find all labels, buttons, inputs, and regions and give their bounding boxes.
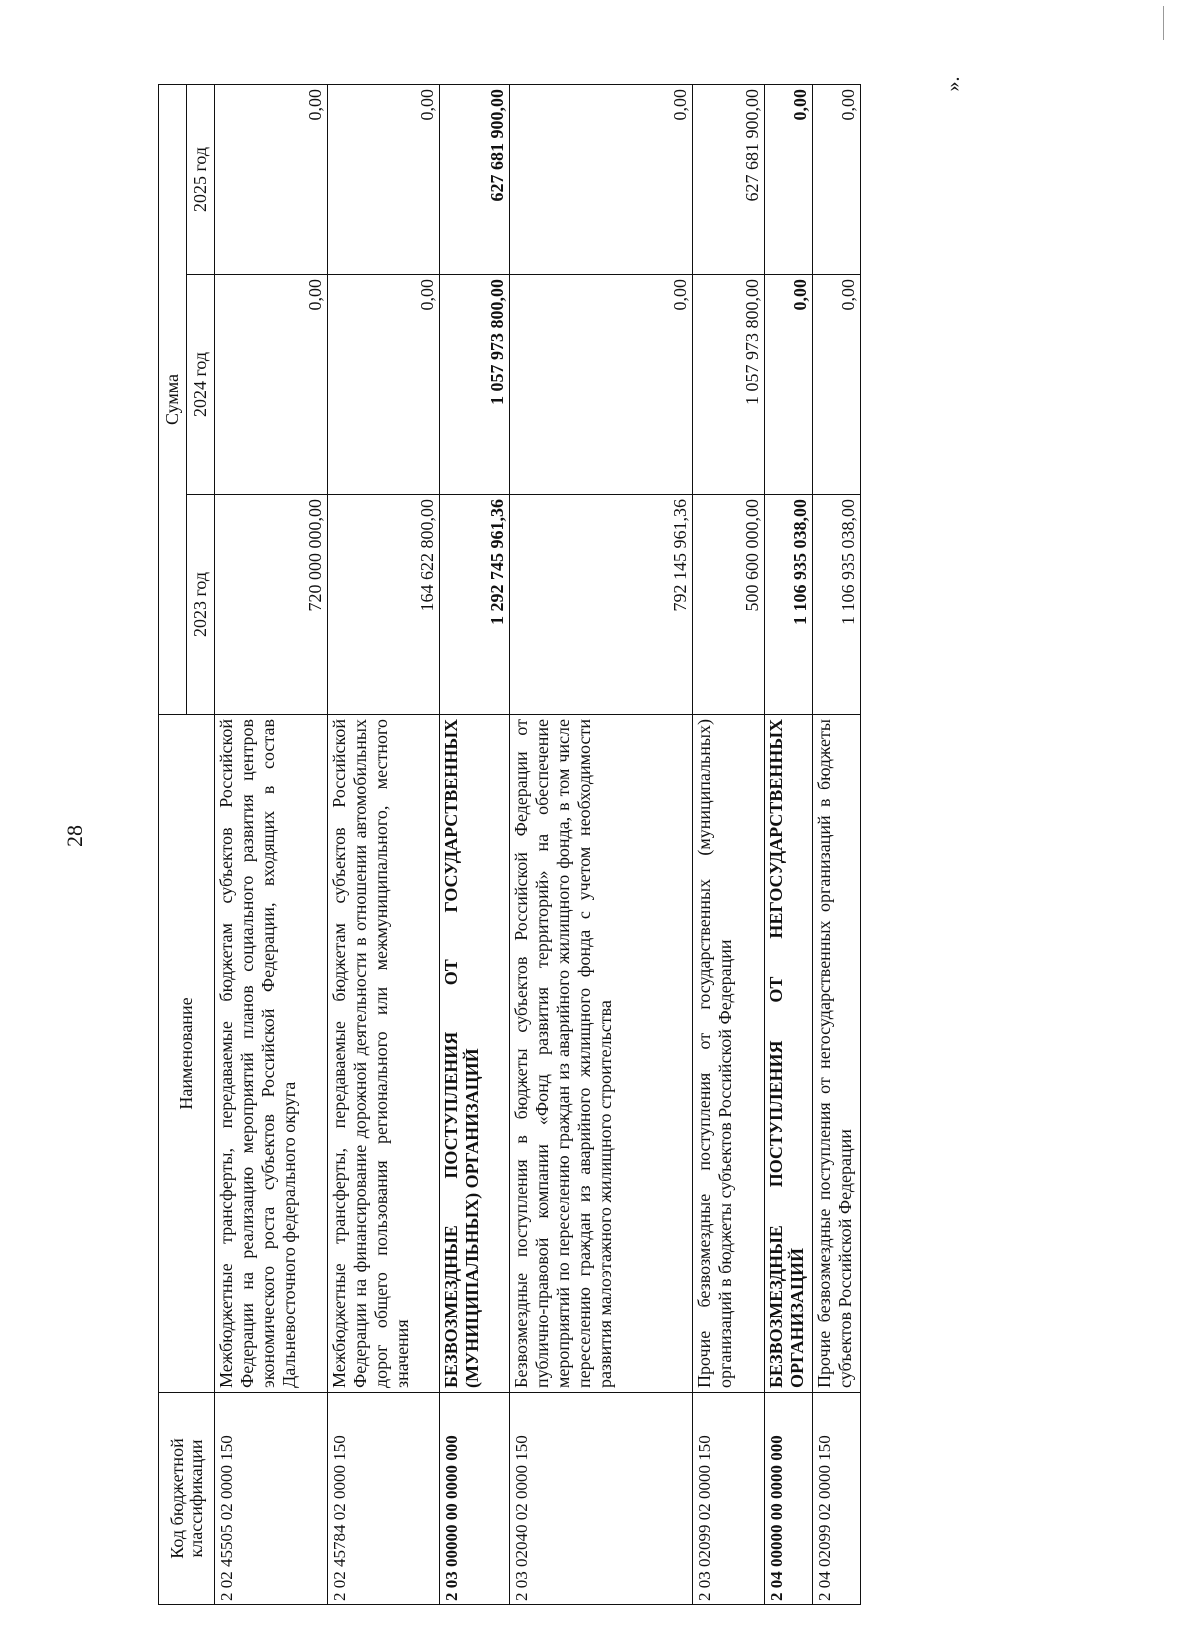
row-value-2023: 1 106 935 038,00 <box>765 495 813 715</box>
row-code: 2 03 02040 02 0000 150 <box>510 1393 693 1605</box>
row-value-2024: 0,00 <box>765 275 813 495</box>
header-year-2024: 2024 год <box>187 275 215 495</box>
row-name: БЕЗВОЗМЕЗДНЫЕ ПОСТУПЛЕНИЯ ОТ ГОСУДАРСТВЕННЫХ (МУНИЦИПАЛЬНЫХ) ОРГАНИЗАЦИЙ <box>440 715 510 1393</box>
row-value-2025: 0,00 <box>510 84 693 274</box>
row-value-2025: 0,00 <box>765 84 813 274</box>
scan-edge-line <box>1163 6 1164 40</box>
table-row-total <box>765 84 813 1604</box>
row-value-2023: 164 622 800,00 <box>328 495 440 715</box>
row-value-2025: 627 681 900,00 <box>693 84 765 274</box>
row-value-2025: 0,00 <box>215 84 328 274</box>
row-value-2025: 0,00 <box>328 84 440 274</box>
row-value-2023: 792 145 961,36 <box>510 495 693 715</box>
row-value-2024: 0,00 <box>215 275 328 495</box>
header-sum: Сумма <box>159 84 187 714</box>
row-value-2023: 1 106 935 038,00 <box>813 495 861 715</box>
table-row <box>813 84 861 1604</box>
row-name: Прочие безвозмездные поступления от негосударственных организаций в бюджеты субъектов Российской Федерации <box>813 715 861 1393</box>
rotated-table-wrapper <box>158 85 938 1605</box>
page-number: 28 <box>62 825 87 847</box>
budget-table <box>158 84 861 1605</box>
closing-quote-mark: ». <box>942 76 964 92</box>
row-name: Межбюджетные трансферты, передаваемые бюджетам субъектов Российской Федерации на финансирование дорожной деятельности в отношении автомобильных дорог общего пользования регионального или межмуниципального, местного значения <box>328 715 440 1393</box>
row-value-2023: 500 600 000,00 <box>693 495 765 715</box>
table-row <box>510 84 693 1604</box>
row-code: 2 04 00000 00 0000 000 <box>765 1393 813 1605</box>
row-value-2023: 720 000 000,00 <box>215 495 328 715</box>
row-value-2023: 1 292 745 961,36 <box>440 495 510 715</box>
row-name: БЕЗВОЗМЕЗДНЫЕ ПОСТУПЛЕНИЯ ОТ НЕГОСУДАРСТВЕННЫХ ОРГАНИЗАЦИЙ <box>765 715 813 1393</box>
row-value-2024: 0,00 <box>328 275 440 495</box>
row-value-2024: 1 057 973 800,00 <box>440 275 510 495</box>
row-code: 2 03 02099 02 0000 150 <box>693 1393 765 1605</box>
row-code: 2 03 00000 00 0000 000 <box>440 1393 510 1605</box>
row-name: Безвозмездные поступления в бюджеты субъектов Российской Федерации от публично-правовой компании «Фонд развития территорий» на обеспечение мероприятий по переселению граждан из аварийного жилищного фонда, в том числе переселению граждан из аварийного жилищного фонда с учетом необходимости развития малоэтажного жилищного строительства <box>510 715 693 1393</box>
table-row <box>215 84 328 1604</box>
row-name: Прочие безвозмездные поступления от государственных (муниципальных) организаций в бюджеты субъектов Российской Федерации <box>693 715 765 1393</box>
row-code: 2 04 02099 02 0000 150 <box>813 1393 861 1605</box>
row-code: 2 02 45784 02 0000 150 <box>328 1393 440 1605</box>
row-value-2025: 0,00 <box>813 84 861 274</box>
header-code: Код бюджетной классификации <box>159 1393 215 1605</box>
header-year-2025: 2025 год <box>187 84 215 274</box>
row-value-2024: 1 057 973 800,00 <box>693 275 765 495</box>
table-row <box>693 84 765 1604</box>
header-name: Наименование <box>159 715 215 1393</box>
row-value-2025: 627 681 900,00 <box>440 84 510 274</box>
row-name: Межбюджетные трансферты, передаваемые бюджетам субъектов Российской Федерации на реализацию мероприятий планов социального развития центров экономического роста субъектов Российской Федерации, входящих в состав Дальневосточного федерального округа <box>215 715 328 1393</box>
header-year-2023: 2023 год <box>187 495 215 715</box>
row-value-2024: 0,00 <box>510 275 693 495</box>
table-row-total <box>440 84 510 1604</box>
row-value-2024: 0,00 <box>813 275 861 495</box>
table-row <box>328 84 440 1604</box>
row-code: 2 02 45505 02 0000 150 <box>215 1393 328 1605</box>
